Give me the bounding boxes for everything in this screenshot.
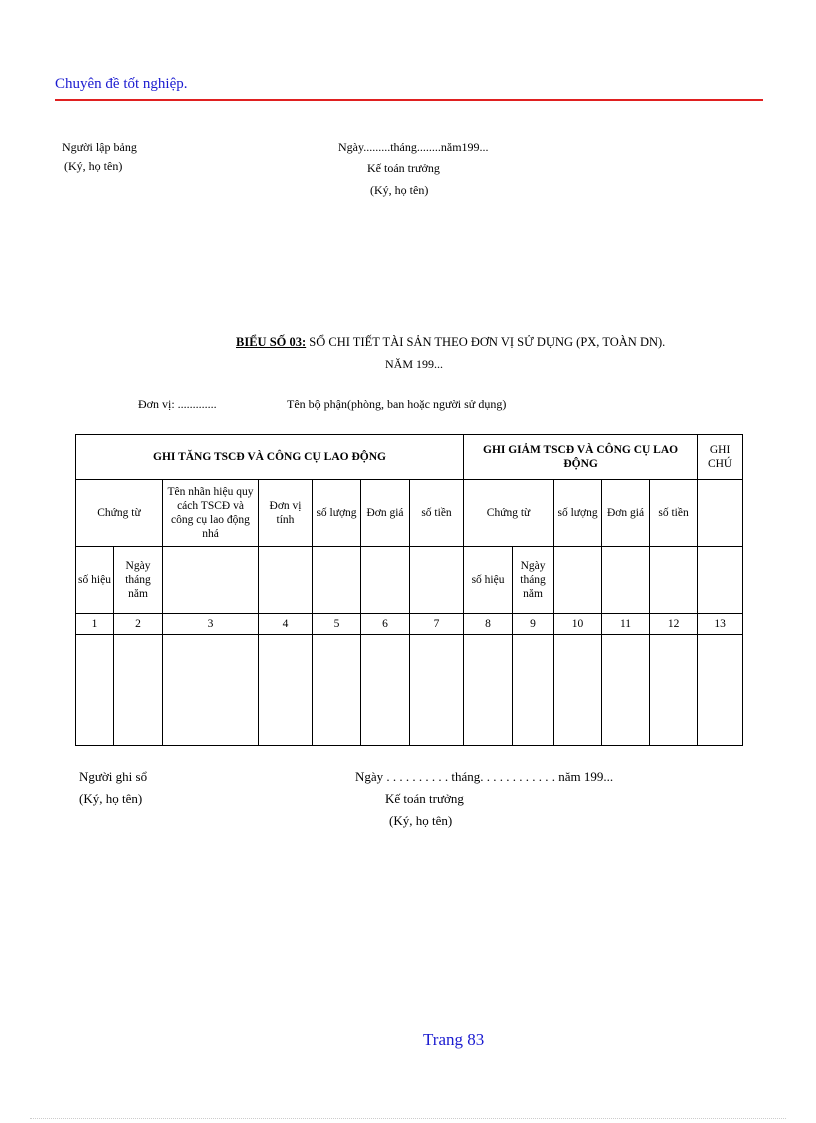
voucher-number-subheader: số hiệu [76, 547, 114, 614]
note-cell-mid [698, 480, 743, 547]
accountant-sign-bottom: (Ký, họ tên) [389, 813, 453, 828]
date-line-top: Ngày.........tháng........năm199... [338, 140, 489, 154]
body-cell [698, 635, 743, 746]
empty-cell [410, 547, 464, 614]
body-cell [259, 635, 313, 746]
body-cell [554, 635, 602, 746]
empty-cell [602, 547, 650, 614]
group-decrease-header: GHI GIẢM TSCĐ VÀ CÔNG CỤ LAO ĐỘNG [464, 435, 698, 480]
voucher-number-subheader-decrease: số hiệu [464, 547, 513, 614]
body-cell [76, 635, 114, 746]
unit-header: Đơn vị tính [259, 480, 313, 547]
column-number: 5 [313, 614, 361, 635]
empty-cell [361, 547, 410, 614]
voucher-date-subheader: Ngày tháng năm [114, 547, 163, 614]
column-number: 10 [554, 614, 602, 635]
empty-cell [259, 547, 313, 614]
body-cell [513, 635, 554, 746]
empty-cell [163, 547, 259, 614]
quantity-header-decrease: số lượng [554, 480, 602, 547]
quantity-header: số lượng [313, 480, 361, 547]
body-cell [464, 635, 513, 746]
body-cell [361, 635, 410, 746]
column-number: 3 [163, 614, 259, 635]
column-number: 12 [650, 614, 698, 635]
column-number: 11 [602, 614, 650, 635]
asset-ledger-table [75, 434, 743, 746]
empty-cell [650, 547, 698, 614]
recorder-label: Người ghi sổ [79, 769, 148, 784]
empty-cell [313, 547, 361, 614]
column-number: 1 [76, 614, 114, 635]
preparer-sign-label: (Ký, họ tên) [64, 159, 123, 173]
column-number: 7 [410, 614, 464, 635]
group-increase-header: GHI TĂNG TSCĐ VÀ CÔNG CỤ LAO ĐỘNG [76, 435, 464, 480]
page-number: Trang 83 [423, 1030, 485, 1049]
price-header-decrease: Đơn giá [602, 480, 650, 547]
body-cell [410, 635, 464, 746]
form-title-bold: BIỂU SỐ 03: [236, 335, 307, 349]
asset-name-header: Tên nhãn hiệu quy cách TSCĐ và công cụ lao động nhá [163, 480, 259, 547]
column-number: 2 [114, 614, 163, 635]
note-header: GHI CHÚ [698, 435, 743, 480]
column-number: 13 [698, 614, 743, 635]
form-title-rest: SỔ CHI TIẾT TÀI SẢN THEO ĐƠN VỊ SỬ DỤNG (PX, TOÀN DN). [306, 335, 666, 349]
accountant-label-bottom: Kế toán trưởng [385, 791, 464, 806]
body-cell [163, 635, 259, 746]
column-number: 9 [513, 614, 554, 635]
column-number: 4 [259, 614, 313, 635]
header-divider [55, 99, 763, 101]
form-title [236, 335, 665, 350]
document-header-title: Chuyên đề tốt nghiệp. [55, 76, 188, 92]
column-number: 8 [464, 614, 513, 635]
amount-header-decrease: số tiền [650, 480, 698, 547]
bottom-dotted-divider [30, 1118, 786, 1119]
empty-cell [554, 547, 602, 614]
price-header: Đơn giá [361, 480, 410, 547]
body-cell [650, 635, 698, 746]
form-year: NĂM 199... [385, 357, 444, 371]
department-label: Tên bộ phận(phòng, ban hoặc người sử dụng) [287, 397, 507, 411]
accountant-label-top: Kế toán trưởng [367, 161, 440, 175]
preparer-label: Người lập bảng [62, 140, 137, 154]
body-cell [114, 635, 163, 746]
amount-header: số tiền [410, 480, 464, 547]
unit-label: Đơn vị: ............. [138, 397, 217, 411]
empty-cell [698, 547, 743, 614]
body-cell [602, 635, 650, 746]
column-number: 6 [361, 614, 410, 635]
accountant-sign-top: (Ký, họ tên) [370, 183, 429, 197]
date-line-bottom: Ngày . . . . . . . . . . tháng. . . . . . . . . . . . năm 199... [355, 769, 614, 784]
body-cell [313, 635, 361, 746]
voucher-header: Chứng từ [76, 480, 163, 547]
voucher-header-decrease: Chứng từ [464, 480, 554, 547]
recorder-sign-label: (Ký, họ tên) [79, 791, 143, 806]
voucher-date-subheader-decrease: Ngày tháng năm [513, 547, 554, 614]
